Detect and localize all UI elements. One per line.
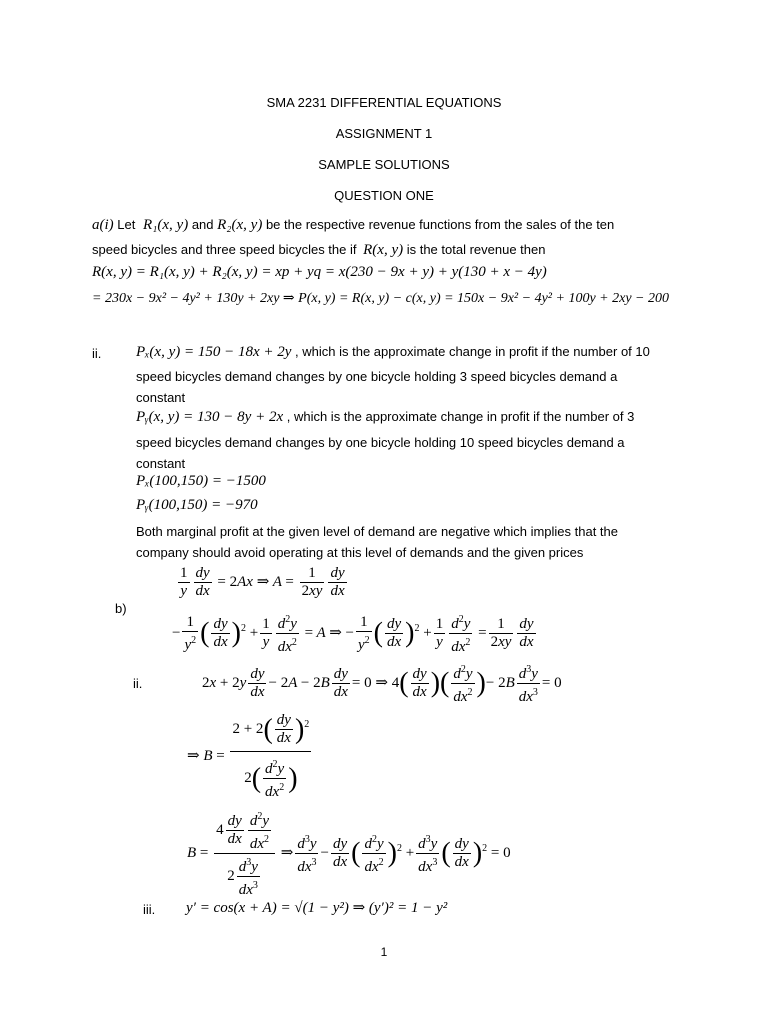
b-equation-1: $\frac{1}{y}$ $\frac{dy}{dx}$ = 2Ax ⇒ A = $\frac{1}{2xy}$ $\frac{dy}{dx}$ — [180, 565, 345, 599]
b-equation-5: B = 4 $\frac{dy}{dx}$ $\frac{d^2y}{dx^2}$ 2 $\frac{d^3y}{dx^3}$ ⇒ $\frac{d^3y}{dx^3}$ − $\frac{dy}{dx}$ ( $\frac{d^2y}{dx^2}$ )$^2$ + $\frac{d^3y}{dx^3}$ ( $\frac{dy}{dx}$ )$^2$ = 0 — [187, 808, 511, 899]
part-a-line-1 — [92, 217, 614, 234]
part-a-line-2 — [92, 242, 545, 259]
px-equation: Pₓ(x, y) = 150 − 18x + 2y — [136, 344, 292, 360]
conclusion-line-2: company should avoid operating at this level of demands and the given prices — [136, 545, 584, 560]
py-text-1: , which is the approximate change in profit if the number of 3 — [286, 409, 635, 424]
px-value: Pₓ(100,150) = −1500 — [136, 473, 266, 489]
b-equation-2: − $\frac{1}{y^2}$ ( $\frac{dy}{dx}$ )$^2$ + $\frac{1}{y}$ $\frac{d^2y}{dx^2}$ = A ⇒ − $\frac{1}{y^2}$ ( $\frac{dy}{dx}$ )$^2$ + $\frac{1}{y}$ $\frac{d^2y}{dx^2}$ = $\frac{1}{2xy}$ $\frac{dy}{dx}$ — [172, 611, 538, 656]
course-title: SMA 2231 DIFFERENTIAL EQUATIONS — [266, 95, 502, 110]
part-a-label: a(i) — [92, 217, 114, 233]
part-b-label: b) — [115, 601, 127, 616]
subtitle: SAMPLE SOLUTIONS — [318, 157, 450, 172]
conclusion-line-1: Both marginal profit at the given level of demand are negative which implies that the — [136, 524, 618, 539]
part-a-text-3: is the total revenue then — [406, 242, 546, 257]
assignment-title: ASSIGNMENT 1 — [335, 126, 433, 141]
py-equation: Pᵧ(x, y) = 130 − 8y + 2x — [136, 409, 284, 425]
px-line — [136, 344, 650, 361]
py-text-3: constant — [136, 456, 186, 471]
px-text-3: constant — [136, 390, 186, 405]
profit-equation: = 230x − 9x² − 4y² + 130y + 2xy ⇒ P(x, y) = R(x, y) − c(x, y) = 150x − 9x² − 4y² + 100y + 2xy − 200 — [92, 291, 669, 306]
part-b-ii-label: ii. — [133, 676, 143, 691]
px-text-2: speed bicycles demand changes by one bicycle holding 3 speed bicycles demand a — [136, 369, 618, 384]
py-line — [136, 409, 634, 426]
part-a-text-1: be the respective revenue functions from the sales of the ten — [265, 217, 615, 232]
b-equation-4: ⇒ B = 2 + 2( $\frac{dy}{dx}$ )$^2$ 2( $\frac{d^2y}{dx^2}$ ) — [187, 712, 310, 800]
r2-symbol: R₂(x, y) — [217, 217, 263, 233]
part-ii-label: ii. — [92, 346, 102, 361]
revenue-equation: R(x, y) = R₁(x, y) + R₂(x, y) = xp + yq = x(230 − 9x + y) + y(130 + x − 4y) — [92, 264, 547, 280]
py-text-2: speed bicycles demand changes by one bicycle holding 10 speed bicycles demand a — [136, 435, 625, 450]
page-number: 1 — [380, 945, 388, 959]
r1-symbol: R₁(x, y) — [143, 217, 189, 233]
py-value: Pᵧ(100,150) = −970 — [136, 497, 258, 513]
part-a-text-2: speed bicycles and three speed bicycles the if — [92, 242, 357, 257]
px-text-1: , which is the approximate change in profit if the number of 10 — [295, 344, 650, 359]
question-heading: QUESTION ONE — [334, 188, 434, 203]
part-b-iii-label: iii. — [143, 902, 156, 917]
r-symbol: R(x, y) — [363, 242, 404, 258]
b-equation-6: y′ = cos(x + A) = √(1 − y²) ⇒ (y′)² = 1 − y² — [186, 900, 448, 916]
and-text: and — [191, 217, 214, 232]
b-equation-3: 2x + 2y $\frac{dy}{dx}$ − 2A − 2B $\frac{dy}{dx}$ = 0 ⇒ 4( $\frac{dy}{dx}$ )( $\frac{d^2y}{dx^2}$ )− 2B $\frac{d^3y}{dx^3}$ = 0 — [202, 661, 562, 706]
let-text: Let — [117, 217, 136, 232]
